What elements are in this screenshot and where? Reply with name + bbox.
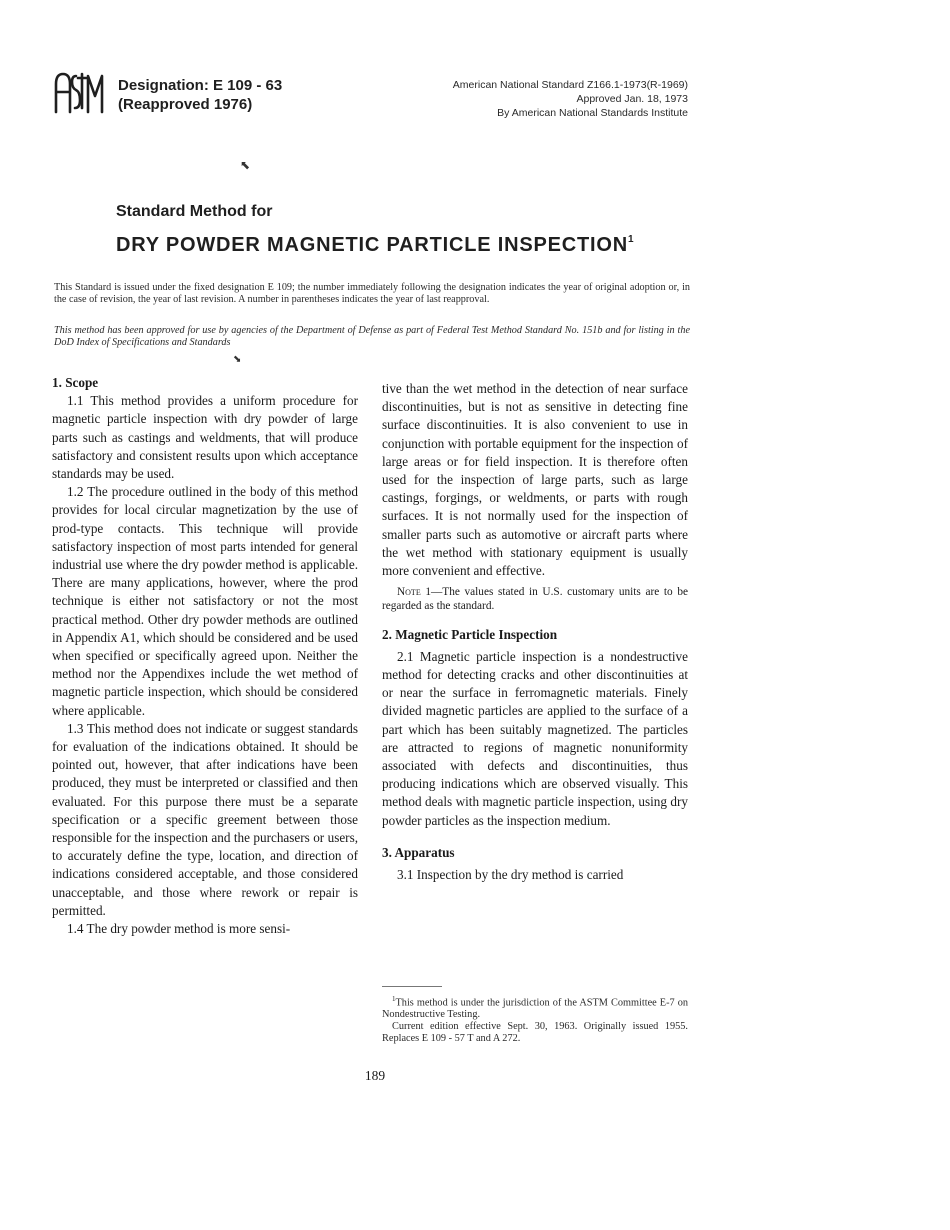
- para-1-3: 1.3 This method does not indicate or suggest standards for evaluation of the indications obtained. It should be pointed out, however, that after indications have been produced, they must be interpreted or classified and then evaluated. For this purpose there must be a separate specification or a specific greement between those responsible for the inspection and the purchasers or users, to accurately define the type, location, and direction of indications considered acceptable, and those considered unacceptable, and those where rework or repair is permitted.: [52, 720, 358, 918]
- stray-mark-2-icon: ⬊: [233, 354, 242, 365]
- para-1-4-cont: tive than the wet method in the detection of near surface discontinuities, but is not as sensitive in detecting fine surface discontinuities. It is also convenient to use in conjunction with portable equipment for the inspection of large areas or for field inspection. It is therefore often used for the inspection of large parts, such as large castings, forgings, or weldments, or parts with rough surfaces. It is not normally used for the inspection of smaller parts such as automotive or aircraft parts where the wet method with stationary equipment is usually more convenient and effective.: [382, 381, 688, 579]
- issued-statement: This Standard is issued under the fixed designation E 109; the number immediately following the designation indicates the year of original adoption or, in the case of revision, the year of last revision. A number in parentheses indicates the year of last reapproval.: [54, 282, 690, 305]
- para-1-4-start: 1.4 The dry powder method is more sensi-: [67, 921, 291, 937]
- title-footnote-ref: 1: [627, 234, 634, 245]
- left-column: [52, 374, 358, 938]
- approval-statement: This method has been approved for use by agencies of the Department of Defense as part of Federal Test Method Standard No. 151b and for listing in the DoD Index of Specifications and Standards: [54, 325, 690, 348]
- title-prefix: Standard Method for: [116, 203, 273, 220]
- page-number: 189: [364, 1068, 386, 1083]
- note-1: [382, 585, 688, 613]
- ans-block: [400, 78, 688, 120]
- ans-line-3: By American National Standards Institute: [497, 107, 688, 119]
- reapproved: (Reapproved 1976): [118, 96, 253, 113]
- para-3-1: 3.1 Inspection by the dry method is carried: [397, 867, 624, 883]
- title-text: DRY POWDER MAGNETIC PARTICLE INSPECTION: [116, 234, 628, 256]
- para-1-2: 1.2 The procedure outlined in the body of this method provides for local circular magnetization by the use of prod-type contacts. This technique will provide satisfactory inspection of most parts intended for general industrial use where the dry powder method is applicable. There are many applications, however, where the prod technique is either not satisfactory or not the most practical method. Other dry powder methods are outlined in Appendix A1, which should be considered and be used when specified or specifically agreed upon. Neither the method nor the Appendixes include the wet method of magnetic particle inspection, which should be considered where applicable.: [52, 484, 358, 718]
- ans-line-2: Approved Jan. 18, 1973: [576, 93, 688, 105]
- document-title: [116, 226, 636, 259]
- note-text: —The values stated in U.S. customary units are to be regarded as the standard.: [382, 586, 688, 613]
- designation: Designation: E 109 - 63: [118, 77, 283, 94]
- para-2-1: 2.1 Magnetic particle inspection is a nondestructive method for detecting cracks and other discontinuities at or near the surface in ferromagnetic materials. Finely divided magnetic particles are applied to the surface of a part which has been suitably magnetized. The particles are attracted to regions of magnetic nonuniformity associated with defects and discontinuities, thus producing indications which are observed visually. This method deals with magnetic particle inspection, using dry powder particles as the inspection medium.: [382, 648, 688, 828]
- footnote-2: Current edition effective Sept. 30, 1963. Originally issued 1955. Replaces E 109 - 57 T and A 272.: [382, 1021, 688, 1045]
- section-1-heading: 1. Scope: [52, 375, 99, 390]
- ans-line-1: American National Standard Z166.1-1973(R-1969): [452, 79, 688, 91]
- right-column: [382, 380, 688, 884]
- footnote-divider: [382, 986, 442, 987]
- note-label: Note 1: [397, 586, 431, 599]
- footnote-1: [382, 993, 688, 1021]
- stray-mark-icon: ⬉: [240, 158, 251, 172]
- footnote-1-ref: 1: [392, 995, 396, 1003]
- footnote-1-text: This method is under the jurisdiction of the ASTM Committee E-7 on Nondestructive Testing.: [382, 997, 688, 1021]
- section-2-heading: 2. Magnetic Particle Inspection: [382, 626, 558, 642]
- designation-block: [118, 76, 282, 114]
- footnotes: [382, 993, 688, 1045]
- para-1-1: 1.1 This method provides a uniform procedure for magnetic particle inspection with dry powder of large parts such as castings and weldments, that will produce satisfactory and consistent results upon which acceptance standards may be used.: [52, 393, 358, 482]
- section-3-heading: 3. Apparatus: [382, 844, 455, 860]
- astm-logo: [52, 68, 108, 114]
